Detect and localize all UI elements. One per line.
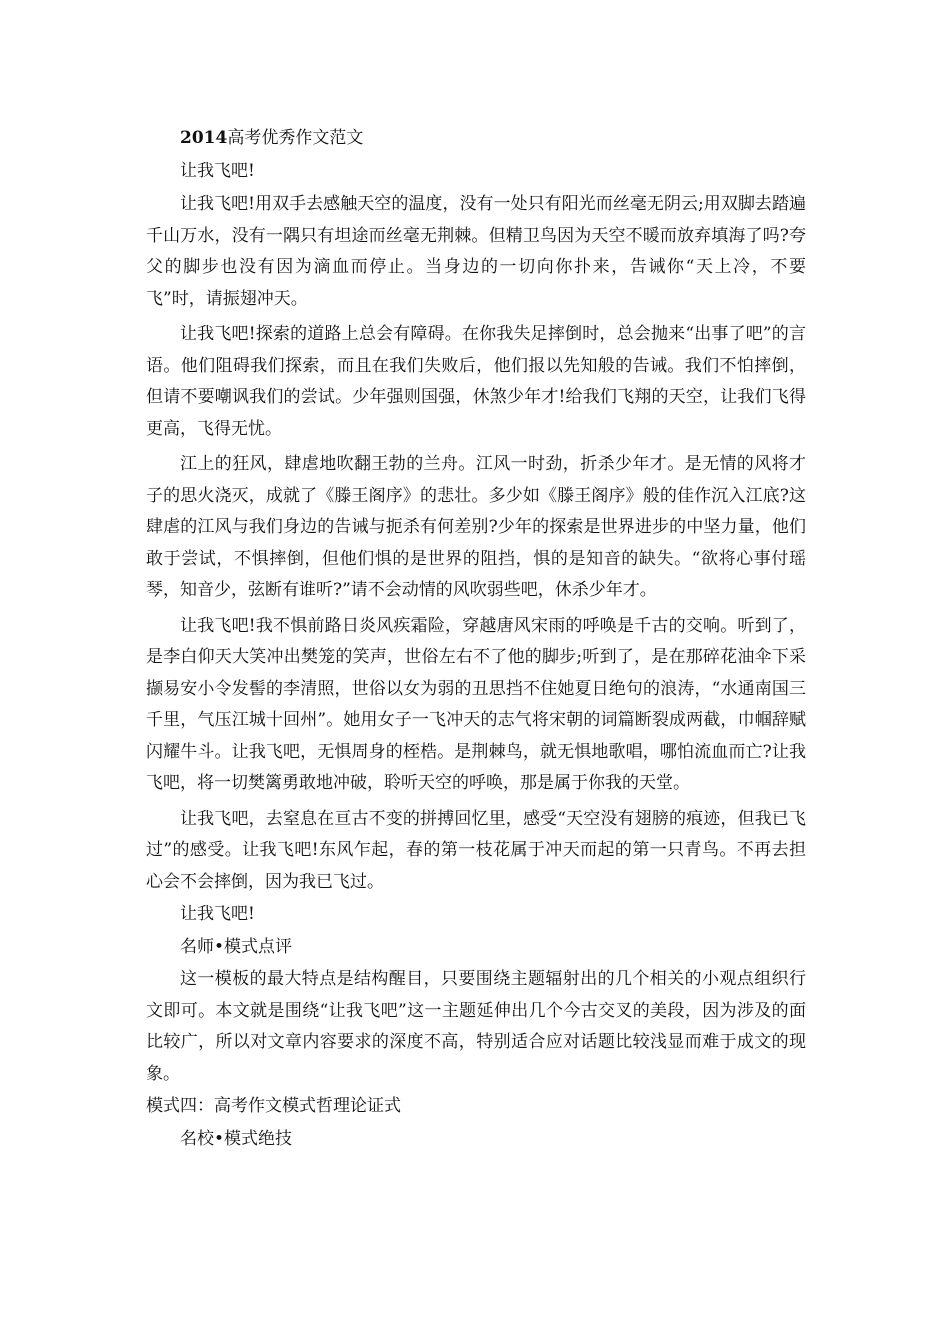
essay-paragraph-2: 让我飞吧!探索的道路上总会有障碍。在你我失足摔倒时，总会抛来“出事了吧”的言语。他们阻碍我们探索，而且在我们失败后，他们报以先知般的告诫。我们不怕摔倒，但请不要嘲讽我们的尝试。少年强则国强，休煞少年才!给我们飞翔的天空，让我们飞得更高，飞得无忧。	[146, 324, 806, 439]
document-page	[146, 122, 806, 1156]
essay-paragraph-5: 让我飞吧，去窒息在亘古不变的拼搏回忆里，感受“天空没有翅膀的痕迹，但我已飞过”的感受。让我飞吧!东风乍起，春的第一枝花属于冲天而起的第一只青鸟。不再去担心会不会摔倒，因为我已飞过。	[146, 808, 806, 892]
essay-heading: 让我飞吧!	[180, 161, 255, 181]
essay-paragraph-1: 让我飞吧!用双手去感触天空的温度，没有一处只有阳光而丝毫无阴云;用双脚去踏遍千山万水，没有一隅只有坦途而丝毫无荆棘。但精卫鸟因为天空不暖而放弃填海了吗?夸父的脚步也没有因为滴血而停止。当身边的一切向你扑来，告诫你“天上冷，不要飞”时，请振翅冲天。	[146, 194, 806, 309]
essay-closing: 让我飞吧!	[180, 904, 255, 924]
subsection-heading: 名校•模式绝技	[180, 1129, 293, 1149]
document-title	[146, 122, 806, 155]
essay-paragraph-4: 让我飞吧!我不惧前路日炎风疾霜险，穿越唐风宋雨的呼唤是千古的交响。听到了，是李白仰天大笑冲出樊笼的笑声，世俗左右不了他的脚步;听到了，是在那碎花油伞下采撷易安小令发髻的李清照，世俗以女为弱的丑思挡不住她夏日绝句的浪涛，“水通南国三千里，气压江城十回州”。她用女子一飞冲天的志气将宋朝的词篇断裂成两截，巾帼辞赋闪耀牛斗。让我飞吧，无惧周身的桎梏。是荆棘鸟，就无惧地歌唱，哪怕流血而亡?让我飞吧，将一切樊篱勇敢地冲破，聆听天空的呼唤，那是属于你我的天堂。	[146, 615, 806, 793]
section-heading: 模式四：高考作文模式哲理论证式	[146, 1096, 401, 1116]
comment-heading: 名师•模式点评	[180, 937, 293, 957]
title-year: 2014	[180, 128, 228, 148]
comment-paragraph: 这一模板的最大特点是结构醒目，只要围绕主题辐射出的几个相关的小观点组织行文即可。本文就是围绕“让我飞吧”这一主题延伸出几个今古交叉的美段，因为涉及的面比较广，所以对文章内容要求的深度不高，特别适合应对话题比较浅显而难于成文的现象。	[146, 969, 806, 1084]
essay-paragraph-3: 江上的狂风，肆虐地吹翻王勃的兰舟。江风一时劲，折杀少年才。是无情的风将才子的思火浇灭，成就了《滕王阁序》的悲壮。多少如《滕王阁序》般的佳作沉入江底?这肆虐的江风与我们身边的告诫与扼杀有何差别?少年的探索是世界进步的中坚力量，他们敢于尝试，不惧摔倒，但他们惧的是世界的阻挡，惧的是知音的缺失。“欲将心事付瑶琴，知音少，弦断有谁听?”请不会动情的风吹弱些吧，休杀少年才。	[146, 454, 806, 600]
title-text: 高考优秀作文范文	[227, 128, 364, 148]
